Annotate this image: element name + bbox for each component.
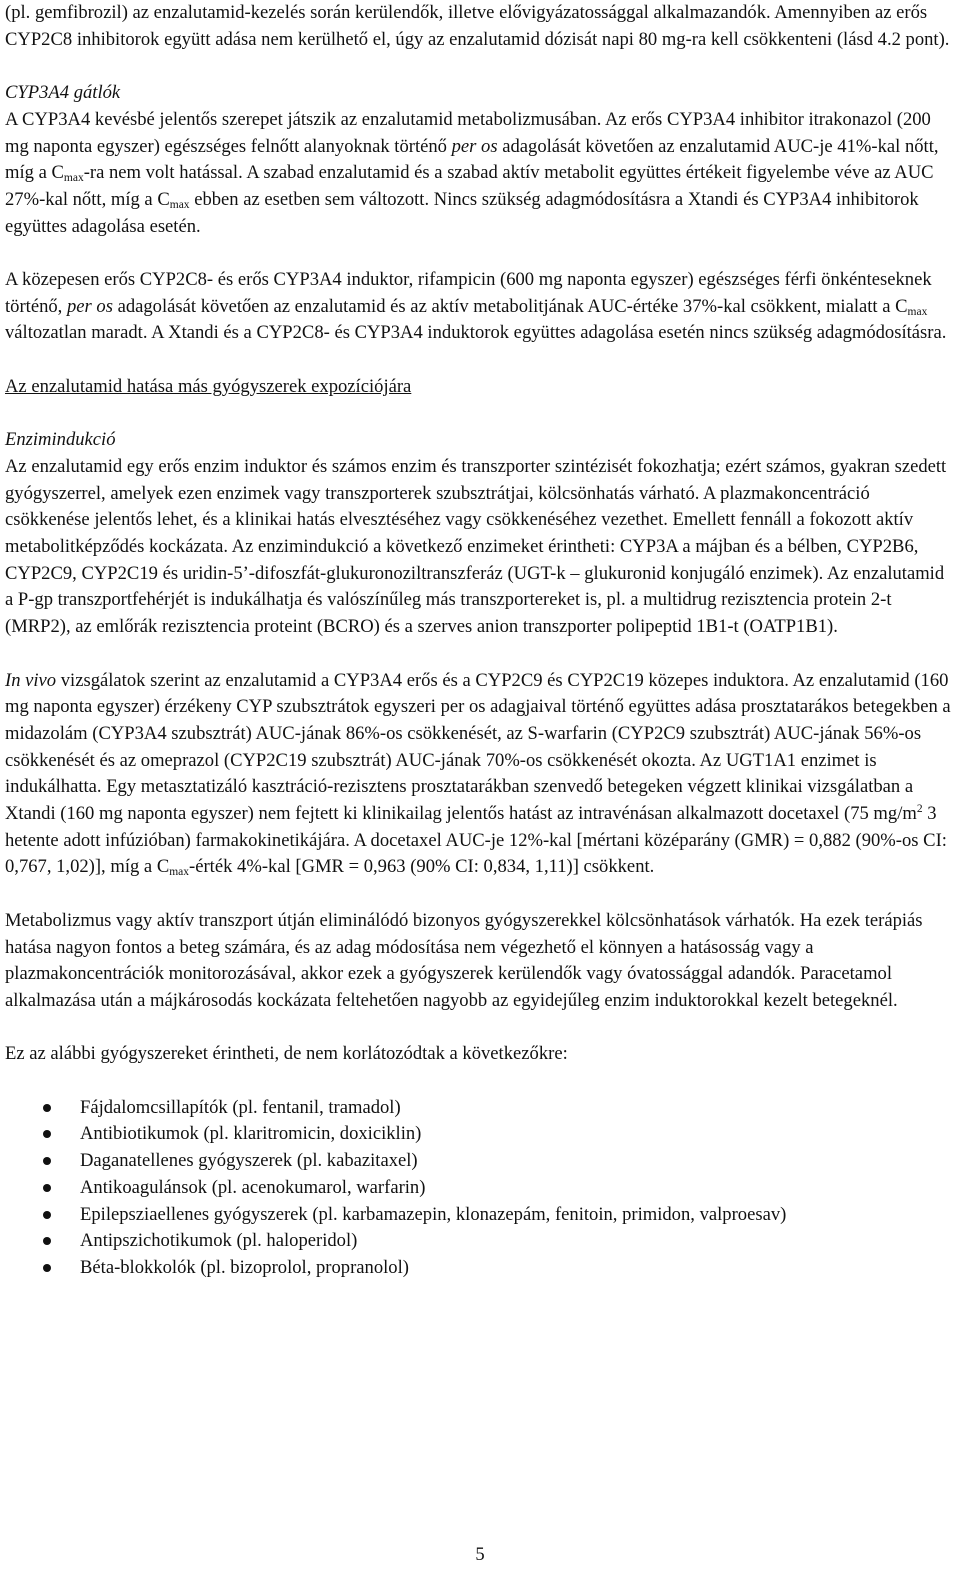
paragraph-cyp3a4-inhibitors: A CYP3A4 kevésbé jelentős szerepet játszik az enzalutamid metabolizmusában. Az erős CYP3A4 inhibitor itrakonazol (200 mg naponta egyszer) egészséges felnőtt alanyoknak történő per os adagolását követően az enzalutamid AUC-je 41%-kal nőtt, míg a $C_{max}-ra$ nem volt hatással. A szabad enzalutamid és a szabad aktív metabolit együttes értékeit figyelembe véve az AUC 27%-kal nőtt, míg a $C_{max}$ ebben az esetben sem változott. Nincs szükség adagmódosításra a Xtandi és CYP3A4 inhibitorok együttes adagolása esetén.	[5, 108, 939, 237]
section-heading-effect-on-other-drugs: Az enzalutamid hatása más gyógyszerek expozíciójára	[5, 375, 412, 397]
paragraph-enzyme-induction: Az enzalutamid egy erős enzim induktor és számos enzim és transzporter szintézisét fokozhatja; ezért számos, gyakran szedett gyógyszerrel, amelyek ezen enzimek vagy transzporterek szubsztrátjai, kölcsönhatás várható. A plazmakoncentráció csökkenése jelentős lehet, és a klinikai hatás elvesztéséhez vagy csökkenéséhez vezethet. Emellett fennáll a fokozott aktív metabolitképződés kockázata. Az enzimindukció a következő enzimeket érintheti: CYP3A a májban és a bélben, CYP2B6, CYP2C9, CYP2C19 és uridin-5’-difoszfát-glukuronoziltranszferáz (UGT-k – glukuronid konjugáló enzimek). Az enzalutamid a P-gp transzportfehérjét is indukálhatja és valószínűleg más transzportereket is, pl. a multidrug rezisztencia protein 2-t (MRP2), az emlőrák rezisztencia proteint (BCRO) és a szerves anion transzporter polipeptid 1B1-t (OATP1B1).	[5, 455, 947, 638]
paragraph-metabolism: Metabolizmus vagy aktív transzport útján eliminálódó bizonyos gyógyszerekkel kölcsönhatások várhatók. Ha ezek terápiás hatása nagyon fontos a beteg számára, és az adag módosítása nem végezhető el könnyen a hatásosság vagy a plazmakoncentrációk monitorozásával, akkor ezek a gyógyszerek kerülendők vagy óvatossággal adandók. Paracetamol alkalmazása után a májkárosodás kockázata feltehetően nagyobb az egyidejűleg enzim induktorokkal kezelt betegeknél.	[5, 909, 923, 1011]
list-item: Béta-blokkolók (pl. bizoprolol, propranolol)	[5, 1255, 951, 1282]
list-item: Fájdalomcsillapítók (pl. fentanil, tramadol)	[5, 1095, 951, 1122]
list-intro: Ez az alábbi gyógyszereket érintheti, de nem korlátozódtak a következőkre:	[5, 1043, 568, 1065]
subheading-cyp3a4-inhibitors: CYP3A4 gátlók	[5, 82, 121, 104]
paragraph-text: (pl. gemfibrozil) az enzalutamid-kezelés során kerülendők, illetve elővigyázatossággal alkalmazandók. Amennyiben az erős CYP2C8 inhibitorok együtt adása nem kerülhető el, úgy az enzalutamid dózisát napi 80 mg-ra kell csökkenteni (lásd 4.2 pont).	[5, 2, 950, 50]
list-item: Daganatellenes gyógyszerek (pl. kabazitaxel)	[5, 1148, 951, 1175]
paragraph-cyp2c8-continuation	[5, 0, 951, 53]
list-item: Antikoagulánsok (pl. acenokumarol, warfarin)	[5, 1175, 951, 1202]
list-item: Antipszichotikumok (pl. haloperidol)	[5, 1228, 951, 1255]
list-item: Epilepsziaellenes gyógyszerek (pl. karbamazepin, klonazepám, fenitoin, primidon, valproesav)	[5, 1202, 951, 1229]
list-item: Antibiotikumok (pl. klaritromicin, doxiciklin)	[5, 1121, 951, 1148]
affected-drugs-list	[5, 1095, 951, 1282]
paragraph-in-vivo: In vivo vizsgálatok szerint az enzalutamid a CYP3A4 erős és a CYP2C9 és CYP2C19 közepes induktora. Az enzalutamid (160 mg naponta egyszer) érzékeny CYP szubsztrátok egyszeri per os adagjaival történő együttes adása prosztatarákos betegekben a midazolám (CYP3A4 szubsztrát) AUC-jának 86%-os csökkenését, az S-warfarin (CYP2C9 szubsztrát) AUC-jának 56%-os csökkenését és az omeprazol (CYP2C19 szubsztrát) AUC-jának 70%-os csökkenését okozta. Az UGT1A1 enzimet is indukálhatta. Egy metasztatizáló kasztráció-rezisztens prosztatarákban szenvedő betegeken végzett klinikai vizsgálatban a Xtandi (160 mg naponta egyszer) nem fejtett ki klinikailag jelentős hatást az intravénásan alkalmazott docetaxel (75 $mg/m^2$ 3 hetente adott infúzióban) farmakokinetikájára. A docetaxel AUC-je 12%-kal [mértani középarány (GMR) = 0,882 (90%-os CI: 0,767, 1,02)], míg a $C_{max}$-érték 4%-kal [GMR = 0,963 (90% CI: 0,834, 1,11)] csökkent.	[5, 669, 951, 879]
subheading-enzyme-induction: Enzimindukció	[5, 429, 116, 451]
document-page	[5, 0, 951, 1282]
page-number: 5	[475, 1544, 485, 1565]
paragraph-rifampicin: A közepesen erős CYP2C8- és erős CYP3A4 induktor, rifampicin (600 mg naponta egyszer) egészséges férfi önkénteseknek történő, per os adagolását követően az enzalutamid és az aktív metabolitjának AUC-értéke 37%-kal csökkent, mialatt a $C_{max}$ változatlan maradt. A Xtandi és a CYP2C8- és CYP3A4 induktorok együttes adagolása esetén nincs szükség adagmódosításra.	[5, 269, 947, 344]
